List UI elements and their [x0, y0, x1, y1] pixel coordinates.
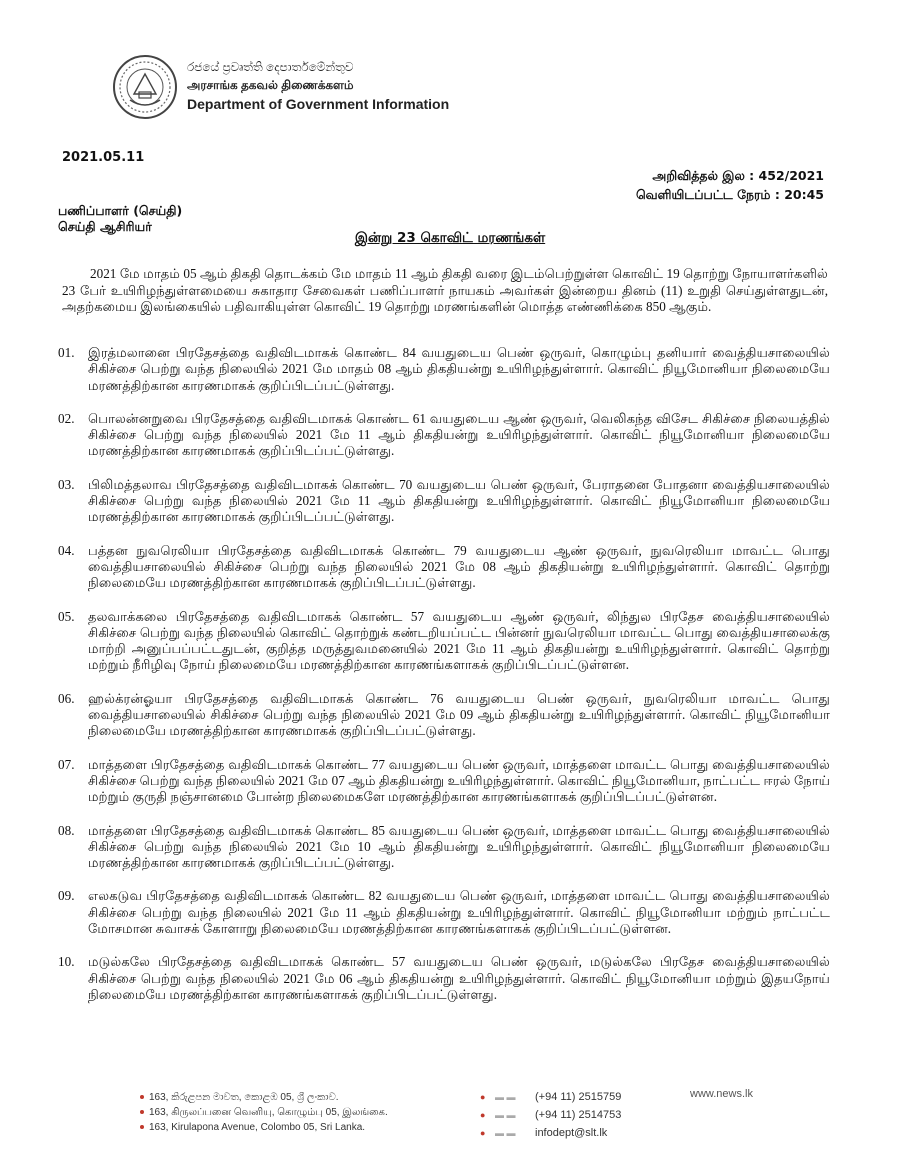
list-item-number: 04.	[58, 542, 75, 558]
list-item	[60, 345, 830, 394]
email-row	[480, 1124, 621, 1142]
notice-info	[636, 166, 824, 204]
list-item	[60, 691, 830, 740]
list-item-number: 10.	[58, 954, 75, 970]
fax-label-blurred: ▬ ▬	[495, 1110, 516, 1120]
list-item-text: மாத்தளை பிரதேசத்தை வதிவிடமாகக் கொண்ட 85 வயதுடைய பெண் ஒருவர், மாத்தளை மாவட்ட பொது வைத்தியசாலையில் சிகிச்சை பெற்று வந்த நிலையில் 2021 மே 10 ஆம் திகதியன்று உயிரிழந்துள்ளார். கொவிட் நியூமோனியா நிலைமையே மரணத்திற்கான காரணமாகக் குறிப்பிடப்பட்டுள்ளது.	[88, 822, 830, 871]
list-item-number: 01.	[58, 345, 75, 360]
fax-icon: ●	[480, 1109, 486, 1120]
list-item-text: மடுல்கலே பிரதேசத்தை வதிவிடமாகக் கொண்ட 57 வயதுடைய பெண் ஒருவர், மடுல்கலே பிரதேச வைத்தியசாலையில் சிகிச்சை பெற்று வந்த நிலையில் 2021 மே 06 ஆம் திகதியன்று உயிரிழந்துள்ளார். கொவிட் நியூமோனியா மற்றும் இதயநோய் நிலைமையே மரணத்திற்கான காரணங்களாகக் குறிப்பிடப்பட்டுள்ளது.	[88, 954, 830, 1002]
notice-number-row	[636, 166, 824, 185]
list-item	[60, 543, 830, 592]
document-title-wrap	[0, 230, 900, 248]
phone-icon: ●	[480, 1091, 486, 1102]
department-name-tamil: அரசாங்க தகவல் திணைக்களம்	[187, 78, 354, 92]
list-item-number: 02.	[58, 410, 75, 426]
department-name-sinhala: රජයේ ප්‍රවෘත්ති දෙපාර්තමේන්තුව	[187, 60, 354, 74]
fax-number: (+94 11) 2514753	[535, 1109, 622, 1121]
email-address[interactable]: infodept@slt.lk	[535, 1127, 608, 1139]
list-item-number: 09.	[58, 888, 75, 904]
list-item-text: ஹல்க்ரன்ஓயா பிரதேசத்தை வதிவிடமாகக் கொண்ட 76 வயதுடைய பெண் ஒருவர், நுவரெலியா மாவட்ட பொது வைத்தியசாலையில் சிகிச்சை பெற்று வந்த நிலையில் 2021 மே 09 ஆம் திகதியன்று உயிரிழந்துள்ளார். கொவிட் நியூமோனியா நிலைமையே மரணத்திற்கான காரணமாகக் குறிப்பிடப்பட்டுள்ளது.	[88, 690, 830, 739]
notice-number-value: 452/2021	[758, 168, 824, 183]
fax-row	[480, 1106, 621, 1124]
recipient-director: பணிப்பாளர் (செய்தி)	[58, 203, 183, 218]
release-time-row	[636, 185, 824, 204]
address-english: 163, Kirulapona Avenue, Colombo 05, Sri Lanka.	[140, 1120, 388, 1135]
email-label-blurred: ▬ ▬	[495, 1128, 516, 1138]
list-item-number: 05.	[58, 608, 75, 624]
intro-paragraph: 2021 மே மாதம் 05 ஆம் திகதி தொடக்கம் மே மாதம் 11 ஆம் திகதி வரை இடம்பெற்றுள்ள கொவிட் 19 தொற்று நோயாளர்களில் 23 பேர் உயிரிழந்துள்ளமையை சுகாதார சேவைகள் பணிப்பாளர் நாயகம் அவர்கள் இன்றைய தினம் (11) உறுதி செய்துள்ளதுடன், அதற்கமைய இலங்கையில் பதிவாகியுள்ள கொவிட் 19 தொற்று மரணங்களின் மொத்த எண்ணிக்கை 850 ஆகும்.	[62, 266, 828, 314]
email-icon: ●	[480, 1127, 486, 1138]
list-item-number: 03.	[58, 476, 75, 492]
address-sinhala: 163, කිරුළපන මාවත, කොළඹ 05, ශ්‍රී ලංකාව.	[140, 1090, 388, 1105]
phone-label-blurred: ▬ ▬	[495, 1092, 516, 1102]
release-time-label: வெளியிடப்பட்ட நேரம் :	[635, 187, 780, 202]
notice-number-label: அறிவித்தல் இல :	[652, 168, 755, 183]
list-item	[60, 757, 830, 806]
list-item-text: மாத்தளை பிரதேசத்தை வதிவிடமாகக் கொண்ட 77 வயதுடைய பெண் ஒருவர், மாத்தளை மாவட்ட பொது வைத்தியசாலையில் சிகிச்சை பெற்று வந்த நிலையில் 2021 மே 07 ஆம் திகதியன்று உயிரிழந்துள்ளார். கொவிட் நியூமோனியா, நாட்பட்ட ஈரல் நோய் மற்றும் குருதி நஞ்சானமை போன்ற நிலைமைகளே மரணத்திற்கான காரணங்களாகக் குறிப்பிடப்பட்டுள்ளன.	[88, 756, 830, 805]
address-tamil: 163, கிருலப்பனை வெனியு, கொழும்பு 05, இலங்கை.	[140, 1105, 388, 1120]
list-item-text: தலவாக்கலை பிரதேசத்தை வதிவிடமாகக் கொண்ட 57 வயதுடைய ஆண் ஒருவர், லிந்துல பிரதேச வைத்தியசாலையில் சிகிச்சை பெற்று வந்த நிலையில் கொவிட் தொற்றுக் கண்டறியப்பட்ட பின்னர் நுவரெலியா மாவட்ட பொது வைத்தியசாலைக்கு மாற்றி அனுப்பப்பட்டதுடன், குறித்த மருத்துவமனையில் 2021 மே 11 ஆம் திகதியன்று உயிரிழந்துள்ளார். கொவிட் தொற்று மற்றும் நீரிழிவு நோய் நிலைமையே மரணத்திற்கான காரணங்களாகக் குறிப்பிடப்பட்டுள்ளன.	[88, 608, 830, 673]
list-item	[60, 888, 830, 937]
government-emblem-icon	[112, 54, 178, 120]
list-item	[60, 609, 830, 674]
recipient-editor: செய்தி ஆசிரியர்	[58, 219, 152, 234]
release-time-value: 20:45	[784, 187, 824, 202]
phone-row	[480, 1088, 621, 1106]
department-name-english: Department of Government Information	[187, 96, 450, 112]
list-item	[60, 411, 830, 460]
list-item-text: பொலன்னறுவை பிரதேசத்தை வதிவிடமாகக் கொண்ட 61 வயதுடைய ஆண் ஒருவர், வெலிகந்த விசேட சிகிச்சை நிலையத்தில் சிகிச்சை பெற்று வந்த நிலையில் 2021 மே 11 ஆம் திகதியன்று உயிரிழந்துள்ளார். கொவிட் நியூமோனியா நிலைமையே மரணத்திற்கான காரணமாகக் குறிப்பிடப்பட்டுள்ளது.	[88, 410, 830, 459]
list-item-number: 06.	[58, 690, 75, 706]
footer-address	[140, 1090, 388, 1135]
phone-number: (+94 11) 2515759	[535, 1091, 622, 1103]
death-list	[60, 345, 830, 1020]
list-item-text: பிலிமத்தலாவ பிரதேசத்தை வதிவிடமாகக் கொண்ட 70 வயதுடைய பெண் ஒருவர், பேராதனை போதனா வைத்தியசாலையில் சிகிச்சை பெற்று வந்த நிலையில் 2021 மே 11 ஆம் திகதியன்று உயிரிழந்துள்ளார். கொவிட் நியூமோனியா நிலைமையே மரணத்திற்கான காரணமாகக் குறிப்பிடப்பட்டுள்ளது.	[88, 476, 830, 525]
document-date: 2021.05.11	[62, 150, 145, 165]
footer-contacts	[480, 1088, 621, 1142]
list-item-number: 08.	[58, 822, 75, 838]
list-item-number: 07.	[58, 756, 75, 772]
list-item-text: பத்தன நுவரெலியா பிரதேசத்தை வதிவிடமாகக் கொண்ட 79 வயதுடைய ஆண் ஒருவர், நுவரெலியா மாவட்ட பொது வைத்தியசாலையில் சிகிச்சை பெற்று வந்த நிலையில் 2021 மே 08 ஆம் திகதியன்று உயிரிழந்துள்ளார். கொவிட் தொற்று நிலைமையே மரணத்திற்கான காரணமாகக் குறிப்பிடப்பட்டுள்ளது.	[88, 542, 830, 591]
list-item	[60, 823, 830, 872]
list-item	[60, 954, 830, 1003]
letterhead	[112, 52, 452, 122]
list-item-text: எலகடுவ பிரதேசத்தை வதிவிடமாகக் கொண்ட 82 வயதுடைய பெண் ஒருவர், மாத்தளை மாவட்ட பொது வைத்தியசாலையில் சிகிச்சை பெற்று வந்த நிலையில் 2021 மே 11 ஆம் திகதியன்று உயிரிழந்துள்ளார். கொவிட் நியூமோனியா மற்றும் நாட்பட்ட மோசமான சுவாசக் கோளாறு நிலைமையே மரணத்திற்கான காரணங்களாகக் குறிப்பிடப்பட்டுள்ளன.	[88, 888, 830, 937]
document-title: இன்று 23 கொவிட் மரணங்கள்	[354, 230, 546, 246]
list-item	[60, 477, 830, 526]
list-item-text: இரத்மலானை பிரதேசத்தை வதிவிடமாகக் கொண்ட 84 வயதுடைய பெண் ஒருவர், கொழும்பு தனியார் வைத்தியசாலையில் சிகிச்சை பெற்று வந்த நிலையில் 2021 மே மாதம் 08 ஆம் திகதியன்று உயிரிழந்துள்ளார். கொவிட் நியூமோனியா நிலைமையே மரணத்திற்கான காரணமாகக் குறிப்பிடப்பட்டுள்ளது.	[88, 345, 830, 393]
website-link[interactable]: www.news.lk	[690, 1088, 753, 1100]
